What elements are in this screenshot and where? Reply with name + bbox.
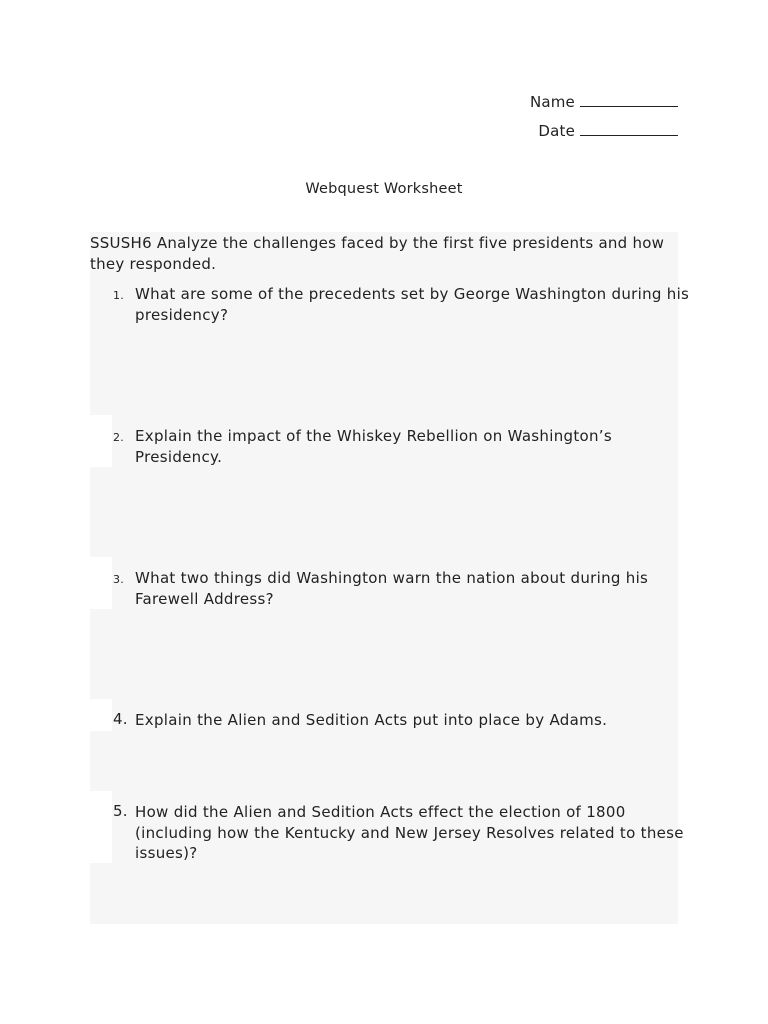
question-number: 1. — [113, 289, 124, 302]
shading-gap — [90, 557, 112, 609]
question-number: 2. — [113, 431, 124, 444]
question-text: How did the Alien and Sedition Acts effect the election of 1800 (including how the Kentucky and New Jersey Resolves related to these issues)? — [135, 803, 684, 862]
shading-gap — [90, 415, 112, 467]
question-text: Explain the Alien and Sedition Acts put into place by Adams. — [135, 711, 608, 729]
name-field — [530, 92, 678, 111]
date-blank-line[interactable] — [580, 121, 678, 136]
question-number: 3. — [113, 573, 124, 586]
name-label: Name — [529, 93, 575, 111]
name-blank-line[interactable] — [580, 92, 678, 107]
question-number: 4. — [113, 710, 128, 728]
worksheet-title: Webquest Worksheet — [305, 181, 463, 197]
date-label: Date — [538, 122, 575, 140]
question-number: 5. — [113, 802, 128, 820]
question-text: What are some of the precedents set by George Washington during his presidency? — [135, 285, 690, 324]
question-text: Explain the impact of the Whiskey Rebellion on Washington’s Presidency. — [135, 427, 612, 466]
standard-statement: SSUSH6 Analyze the challenges faced by the first five presidents and how they responded. — [90, 234, 665, 273]
shading-gap — [90, 699, 112, 731]
date-field — [538, 121, 678, 140]
shading-gap — [90, 791, 112, 863]
question-text: What two things did Washington warn the nation about during his Farewell Address? — [135, 569, 649, 608]
